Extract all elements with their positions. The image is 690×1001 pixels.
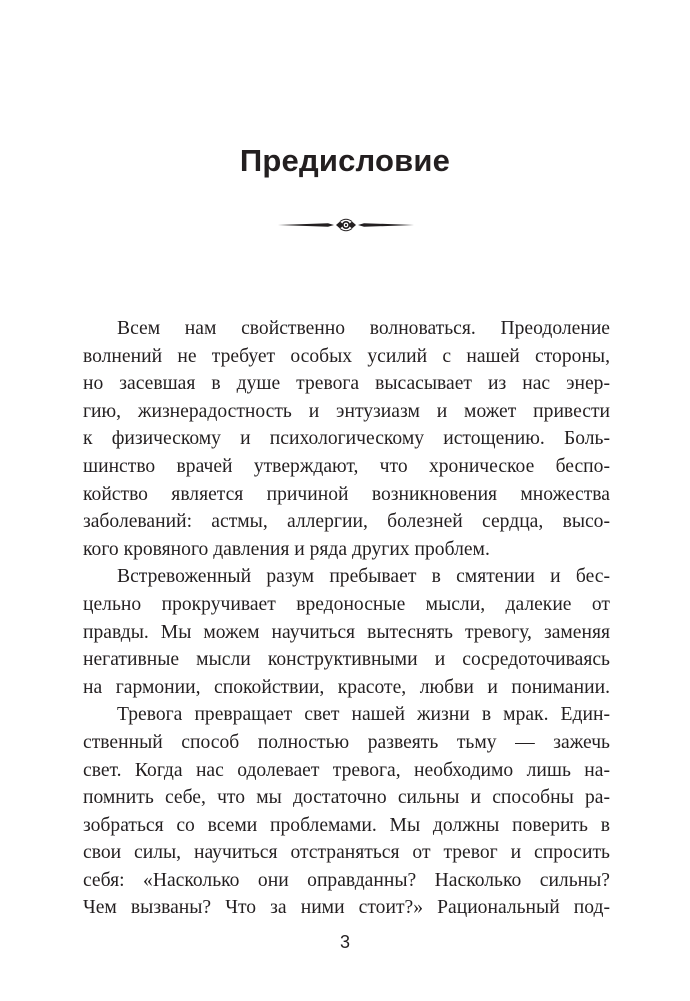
- text-line: но засевшая в душе тревога высасывает из нас энер-: [83, 373, 610, 395]
- text-line: себя: «Насколько они оправданны? Насколько сильны?: [83, 869, 610, 891]
- text-line: зобраться со всеми проблемами. Мы должны поверить в: [83, 814, 610, 836]
- text-line: на гармонии, спокойствии, красоте, любви и понимании.: [83, 676, 610, 698]
- text-line: Встревоженный разум пребывает в смятении и бес-: [117, 566, 610, 588]
- text-line: волнений не требует особых усилий с нашей стороны,: [83, 345, 610, 367]
- text-line: негативные мысли конструктивными и сосредоточиваясь: [83, 649, 610, 671]
- text-line: помнить себе, что мы достаточно сильны и способны ра-: [83, 787, 610, 809]
- paragraph: [83, 315, 610, 563]
- text-line: кого кровяного давления и ряда других проблем.: [83, 538, 490, 560]
- text-line: Тревога превращает свет нашей жизни в мрак. Един-: [117, 704, 610, 726]
- text-line: к физическому и психологическому истощению. Боль-: [83, 428, 610, 450]
- paragraph: [83, 563, 610, 701]
- text-line: правды. Мы можем научиться вытеснять тревогу, заменяя: [83, 621, 610, 643]
- text-line: свет. Когда нас одолевает тревога, необходимо лишь на-: [83, 759, 610, 781]
- paragraph: [83, 701, 610, 922]
- page-number: 3: [339, 932, 350, 952]
- text-line: шинство врачей утверждают, что хроническое беспо-: [83, 455, 610, 477]
- text-line: цельно прокручивает вредоносные мысли, далекие от: [83, 593, 610, 615]
- text-line: гию, жизнерадостность и энтузиазм и может привести: [83, 400, 610, 422]
- page-title: Предисловие: [239, 143, 451, 178]
- text-line: Всем нам свойственно волноваться. Преодоление: [117, 318, 610, 339]
- ornamental-divider-icon: [276, 213, 416, 237]
- text-line: свои силы, научиться отстраняться от тревог и спросить: [83, 842, 610, 864]
- text-line: ственный способ полностью развеять тьму — зажечь: [83, 731, 610, 753]
- body-text: [83, 315, 610, 922]
- text-line: койство является причиной возникновения множества: [83, 483, 610, 505]
- text-line: Чем вызваны? Что за ними стоит?» Рациональный под-: [83, 897, 610, 919]
- text-line: заболеваний: астмы, аллергии, болезней сердца, высо-: [83, 511, 610, 533]
